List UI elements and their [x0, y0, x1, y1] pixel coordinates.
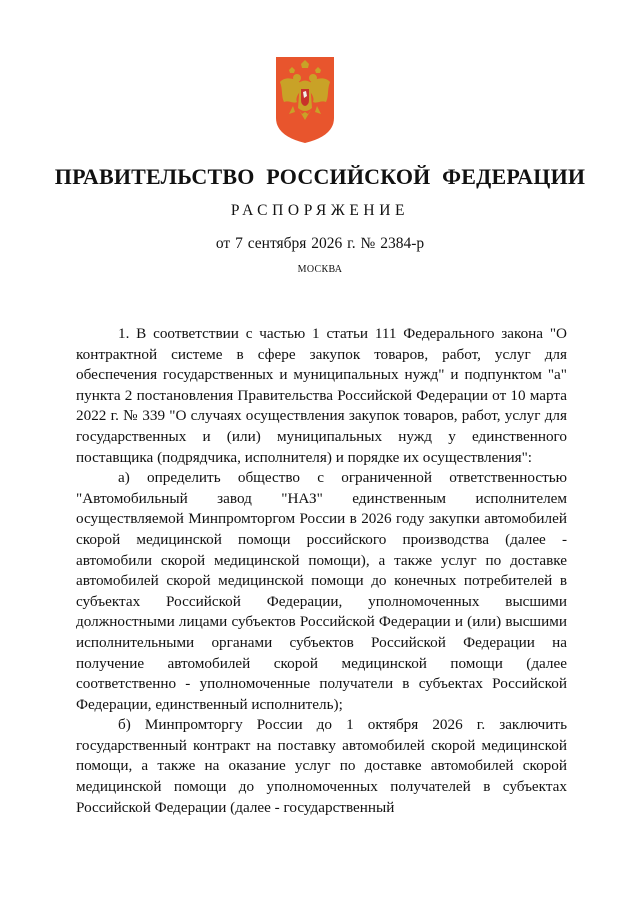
document-date-number: от 7 сентября 2026 г. № 2384-р — [215, 235, 425, 252]
document-body — [76, 324, 567, 818]
coat-of-arms-emblem — [275, 56, 335, 144]
paragraph-1: 1. В соответствии с частью 1 статьи 111 Федерального закона "О контрактной системе в сфере закупок товаров, работ, услуг для обеспечения государственных и муниципальных нужд" и подпунктом "а" пункта 2 постановления Правительства Российской Федерации от 10 марта 2022 г. № 339 "О случаях осуществления закупок товаров, работ, услуг для государственных и (или) муниципальных нужд у единственного поставщика (подрядчика, исполнителя) и порядке их осуществления": — [76, 325, 567, 466]
document-city: МОСКВА — [297, 264, 343, 275]
paragraph-1b: б) Минпромторгу России до 1 октября 2026 г. заключить государственный контракт на поставку автомобилей скорой медицинской помощи, а также на оказание услуг по доставке автомобилей скорой медицинской помощи до уполномоченных получателей в субъектах Российской Федерации (далее - государственный — [76, 716, 567, 816]
government-title: ПРАВИТЕЛЬСТВО РОССИЙСКОЙ ФЕДЕРАЦИИ — [54, 164, 586, 189]
document-type: РАСПОРЯЖЕНИЕ — [230, 202, 410, 219]
russian-coat-of-arms-icon — [275, 56, 335, 144]
paragraph-1a: а) определить общество с ограниченной ответственностью "Автомобильный завод "НАЗ" единственным исполнителем осуществляемой Минпромторгом России в 2026 году закупки автомобилей скорой медицинской помощи российского производства (далее - автомобили скорой медицинской помощи), а также услуг по доставке автомобилей скорой медицинской помощи до конечных потребителей в субъектах Российской Федерации, уполномоченных высшими должностными лицами субъектов Российской Федерации и (или) высшими исполнительными органами субъектов Российской Федерации на получение автомобилей скорой медицинской помощи (далее соответственно - уполномоченные получатели в субъектах Российской Федерации, единственный исполнитель); — [76, 469, 567, 713]
